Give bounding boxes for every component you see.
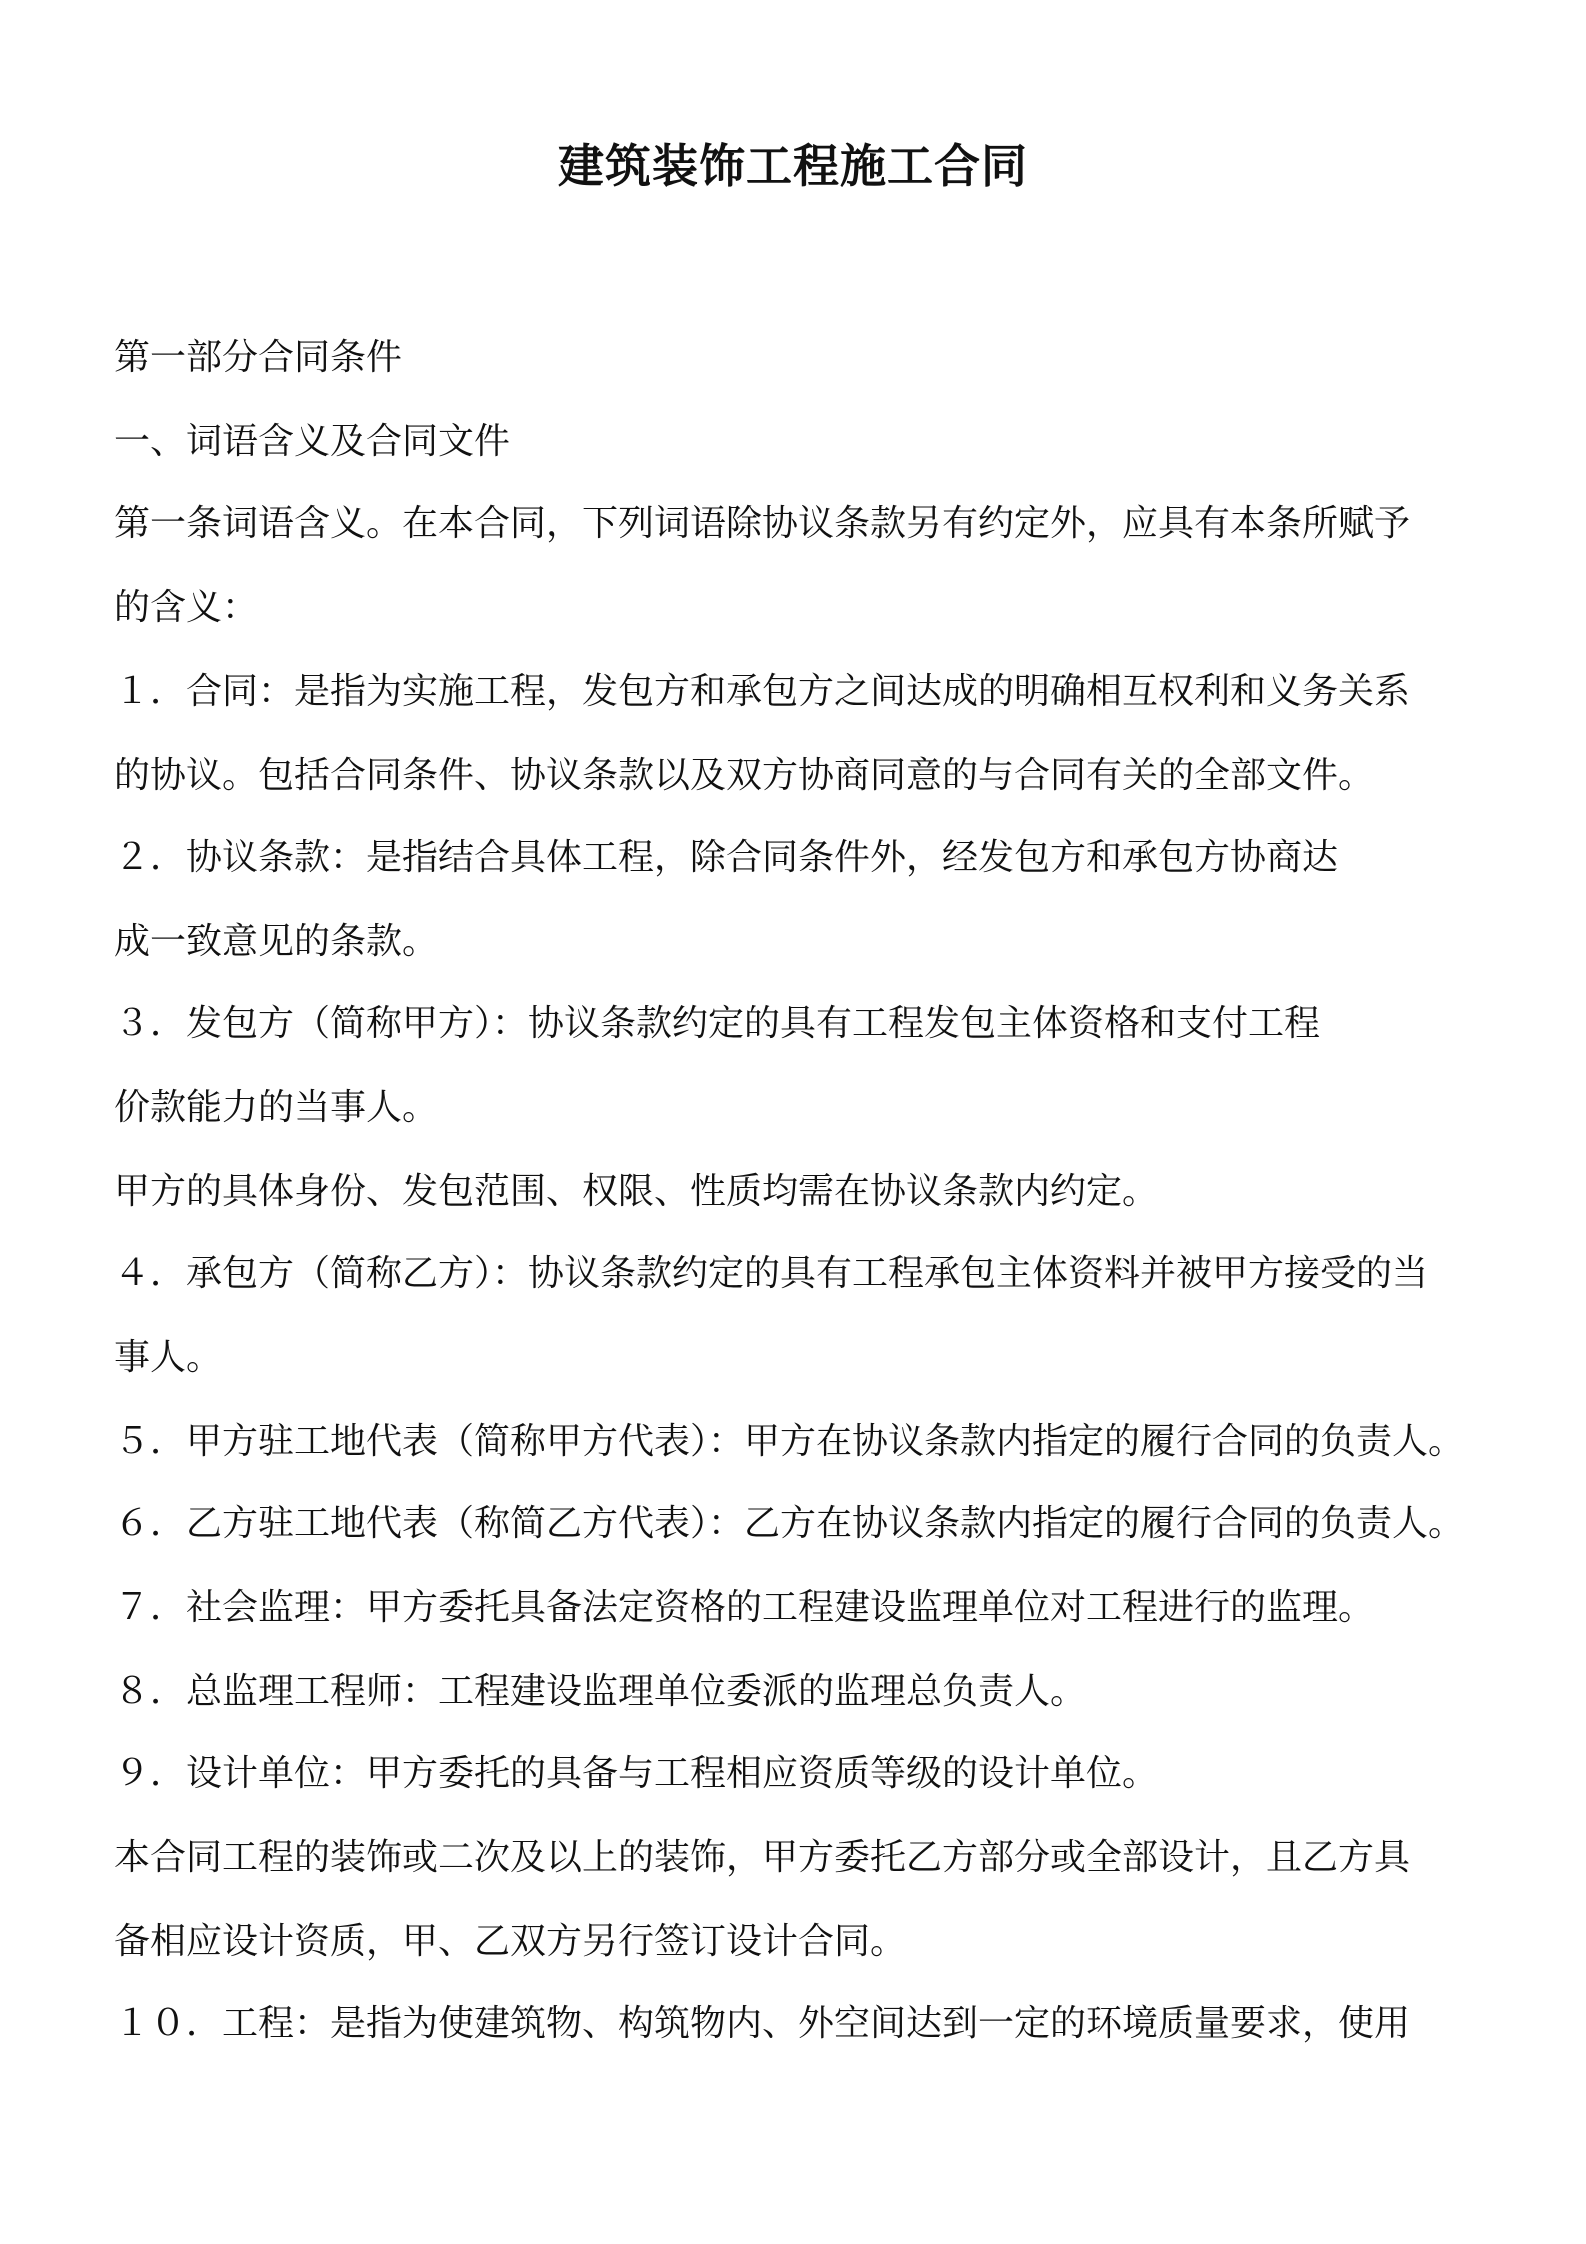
text-line: ７．社会监理：甲方委托具备法定资格的工程建设监理单位对工程进行的监理。	[114, 1587, 1375, 1628]
text-line: 甲方的具体身份、发包范围、权限、性质均需在协议条款内约定。	[114, 1171, 1159, 1212]
text-line: 成一致意见的条款。	[114, 921, 439, 962]
text-line: 第一条词语含义。在本合同，下列词语除协议条款另有约定外，应具有本条所赋予	[114, 503, 1411, 544]
text-line: 本合同工程的装饰或二次及以上的装饰，甲方委托乙方部分或全部设计，且乙方具	[114, 1837, 1411, 1878]
text-line: ５．甲方驻工地代表（简称甲方代表）：甲方在协议条款内指定的履行合同的负责人。	[114, 1421, 1465, 1462]
text-line: ２．协议条款：是指结合具体工程，除合同条件外，经发包方和承包方协商达	[114, 837, 1339, 878]
text-line: ４．承包方（简称乙方）：协议条款约定的具有工程承包主体资料并被甲方接受的当	[114, 1253, 1429, 1294]
document-title: 建筑装饰工程施工合同	[558, 139, 1028, 193]
text-line: ８．总监理工程师：工程建设监理单位委派的监理总负责人。	[114, 1671, 1087, 1712]
text-line: 事人。	[114, 1337, 223, 1378]
text-line: １．合同：是指为实施工程，发包方和承包方之间达成的明确相互权利和义务关系	[114, 671, 1411, 712]
text-line: １０．工程：是指为使建筑物、构筑物内、外空间达到一定的环境质量要求，使用	[114, 2003, 1411, 2044]
text-line: ６．乙方驻工地代表（称简乙方代表）：乙方在协议条款内指定的履行合同的负责人。	[114, 1503, 1465, 1544]
text-line: 备相应设计资质，甲、乙双方另行签订设计合同。	[114, 1921, 907, 1962]
part-heading: 第一部分合同条件	[114, 337, 403, 378]
text-line: 价款能力的当事人。	[114, 1087, 439, 1128]
text-line: ３．发包方（简称甲方）：协议条款约定的具有工程发包主体资格和支付工程	[114, 1003, 1321, 1044]
section-heading: 一、词语含义及合同文件	[114, 421, 511, 462]
text-line: 的含义：	[114, 587, 259, 628]
text-line: 的协议。包括合同条件、协议条款以及双方协商同意的与合同有关的全部文件。	[114, 755, 1375, 796]
text-line: ９．设计单位：甲方委托的具备与工程相应资质等级的设计单位。	[114, 1753, 1159, 1794]
